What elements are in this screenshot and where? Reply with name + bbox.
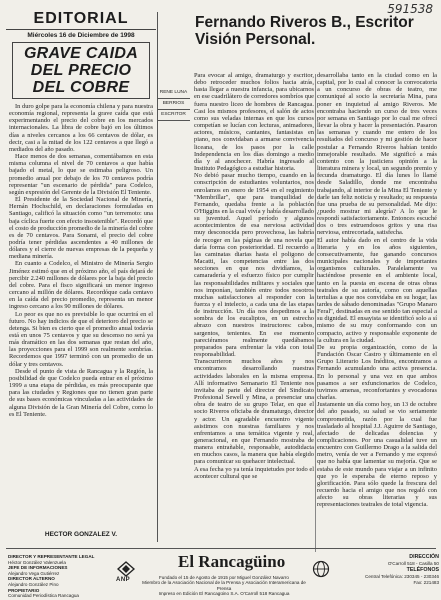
staff-role: JEFE DE INFORMACIONES (8, 565, 68, 571)
editorial-header: EDITORIAL (6, 10, 156, 30)
byline-line: BERRIOS (157, 99, 190, 110)
article-paragraph: El autor había dado en el centro de la vida literaria y en los años siguientes, consecutivamente, fue ganando concursos municipales nacionales y de importantes organismos culturales. Paralelamente va haciéndose presente en el ambiente local, tanto en la puesta en escena de otras obras teatrales de su autoría, como con aquellas tertulias a que nos convidaba en su hogar, las tardes de sábado denominadas "Grupo Manaro Feral", destinadas en ese sentido tan especial a su dignidad. El ensayista se identificó solo a sí mismo de su muy conformando con un compacto, activo y responsable exponente de la cultura en la ciudad. (317, 236, 437, 344)
editorial-body (6, 103, 156, 418)
newspaper-masthead: El Rancagüino (178, 552, 286, 571)
article-paragraph: No debió pasar mucho tiempo, cuando en la conscripción de estudiantes voluntarios, nos enrolamos en enero de 1954 en el regimiento "Membrillar", que para tranquilidad de Fernando, quedaba frente a la población O'Higgins en la cual vivía y había desarrollado su juventud. Aquel período y algunos acontecimientos de esa nerviosa actividad muy desconocida pero provechosa, las habría de recoger en las páginas de una novela que daría forma con posterioridad. El recuerdo a las caminatas diarias hasta el poligono de Macatti, las competencias entre las dos secciones en que nos dividíamos, la camaradería y el esfuerzo físico por cumplir las responsabilidades militares y sociales que nos imponían, también entre todos nosotros muchas satisfacciones al responder con la fuerza y el intelecto, a cada una de las etapas de instrucción. Un día nos despedimos a la sombra de los eucaliptos, en un estrecho abrazo con nuestros instructores: cabos, sargentos, tenientes. En ese momento pareciéramos realmente quedábamos preparados para enfrentar la vida con total responsabilidad. (194, 172, 314, 359)
article-column-2 (317, 72, 437, 560)
byline-line: ESCRITOR (157, 110, 190, 121)
staff-name: Héctor González Valenzuela (8, 559, 66, 565)
imprint-line: Fundado el 15 de Agosto de 1915 por Miguel González Navarro (159, 575, 289, 580)
newspaper-imprint (140, 575, 308, 597)
press-association-logo-text: ANP (116, 577, 131, 583)
editorial-paragraph: El Presidente de la Sociedad Nacional de Minería, Hernán Hochschild, en declaraciones formuladas en Santiago, calificó la situación como "un terremoto: una baja cíclica fuerte con efecto insostenible". Recordó que el costo de producción promedio de la minería del cobre es de 70 centavos. Para Sonami, el precio del cobre podría tener pérdidas ascendentes a 40 millones de dólares y el cierre de nuevas empresas de la pequeña y mediana minería. (9, 196, 153, 261)
article-byline (157, 88, 190, 121)
editorial-paragraph: Hace menos de dos semanas, comentábamos en esta misma columna el nivel de 70 centavos a que había bajado el metal, lo que se estimaba peligroso. Un promedio anual por debajo de los 70 centavos podría representar "un escenario de pérdida" para Codelco, según expresión del Gerente de la División El Teniente. (9, 153, 153, 196)
article-column-1 (194, 72, 314, 560)
editorial-paragraph: Desde el punto de vista de Rancagua y la Región, la posibilidad de que Codelco pueda entrar en el próximo 1999 a una etapa de pérdidas, es más preocupante que para las ciudades y Regiones que no tienen gran parte de sus bases económicas vinculadas a las actividades de alguna División de la Gran Minería del Cobre, como lo es El Teniente. (9, 367, 153, 418)
fax-value: Fax: 221483 (413, 580, 439, 586)
staff-role: DIRECTOR ALTERNO (8, 576, 55, 582)
article-paragraph: desarrollaba tanto en la ciudad como en la capital, por lo cual al conocer la convocatoria a un concurso de obras de teatro, me comuniqué al socio la secretaría Mina, para poner en inquietud al amigo Riveros. Me encontraba haciendo un curso de tres veces por semana en Santiago por lo cual me ofrecí llevar la obra y hacer la presentación. Pasaron las semanas y cuando me entero de los resultados del concurso y mi gestión de hacer postular a Fernando Riveros habían tenido inmejorable resultado. Me significó a más contento con la justiciera opinión a la literatura minera y local, un segundo premio y fecunda dramaturgo. El día lunes lo llamé desde Saladillo, donde me encontraba trabajando, al interior de la Mina El Teniente y darle tan feliz noticia y resultado; su respuesta fue una prueba de su personalidad. Me dijo: ¿puedo mostrar mi alegría? A lo que le respondí satisfactoriamente. Entonces escuché dos o tres estruendosos gritos y una risa nerviosa, entrecortada, satisfecha. (317, 72, 437, 237)
address-value: O'Carroll 518 - Casilla 50 (387, 560, 439, 566)
press-association-icon (117, 561, 135, 577)
article-paragraph: A esa fecha yo ya tenía inquietudes por todo el acontecer cultural que se (194, 465, 314, 480)
column-divider (315, 74, 316, 552)
contact-box (327, 554, 439, 587)
article-title: Fernando Riveros B., Escritor Visión Personal. (195, 14, 414, 48)
editorial-paragraph: Lo peor es que no es previsible lo que ocurrirá en el futuro. No hay indicios de que el deterioro del precio se detenga. Si bien es cierto que el promedio anual todavía está en unos 75 centavos y que su descenso no será ya más dramático en las dos semanas que restan del año, las proyecciones para el 1999 son realmente sombrías. Recordemos que 1997 terminó con un promedio de un dólar y tres centavos. (9, 310, 153, 368)
editorial-signature: HECTOR GONZALEZ V. (44, 531, 118, 538)
staff-box (8, 554, 118, 599)
staff-name: Alejandro Vega Gutiérrez (8, 570, 60, 576)
editorial-date: Miércoles 16 de Diciembre de 1998 (27, 32, 135, 39)
editorial-paragraph: En cuanto a Codelco, el Ministro de Minería Sergio Jiménez estimó que en el próximo año, el país dejará de percibir 2.240 millones de dólares por la baja del precio del cobre. Para el fisco significará un menor ingreso cercano al millón de dólares. Recordóque cada centavo en la caída del precio promedio, representa un menor ingreso cercano a los 90 millones de dólares. (9, 260, 153, 311)
editorial-title: GRAVE CAIDA DEL PRECIO DEL COBRE (12, 42, 150, 99)
article-paragraph: Justamente un día como hoy, un 13 de octubre del año pasado, su salud se vio seriamente comprometida, razón por la cual fue trasladado al hospital J.J. Aguirre de Santiago, afectado de delicadas dolencias y complicaciones. Por una casualidad tuve un encuentro con Guillermo Drago a la salida del metro, venía de ver a Fernando y me expresó que no había que lamentar su mejoría. Que se estaba de este mundo para viajar a un infinito que yo le esperaba de eterno reposo y glorificación. Para sólo quede la frescura del recuerdo hacia el amigo que nos regaló con afecto su obras literarias y sus representaciones teatrales de total vigencia. (317, 401, 437, 509)
staff-name: Comunidad Periodística Rancagua (8, 593, 79, 599)
staff-name: Alejandro González Pino (8, 581, 59, 587)
article-paragraph: Para evocar al amigo, dramaturgo y escritor, debo retroceder muchos folios hacia atrás, hasta llegar a nuestra infancia, para ubicarnos en ese cuadrilátero de corredores sombríos que fuera nuestro liceo de hombres de Rancagua. Casi los mismos profesores, el salón de actos como sus veladas internas en que los cursos competían se lucían con lecturas, animadores, actores, músicos, cantantes, fantasistas en piano, nos convidaban a armarse convivencia liceana, de los pasos por la calle Independencia en los días domingo a medio día y al anochecer. Habría ingresado al Instituto Pedagógico a estudiar historia. (194, 72, 314, 173)
article-paragraph: Transcurrieron muchos años y nos encontramos desarrollando nuestras actividades laborales en la misma empresa. Allí informativo Semanario El Teniente nos invitaba de parte del director del Sindicato Profesional Sewell y Mina, a presenciar una obra de teatro de su grupo Telar, en que el socio Riveros oficiaba de dramaturgo, director y actor. Un agradable encuentro vigente asistimos con nuestras familiares y nos enfrentamos a una temática vigente y real, generacional, en que Fernando mostraba de manera entrañable, responsable, autodidacta en muchos casos, la manera que había elegido para comunicar su quehacer intelectual. (194, 358, 314, 466)
phone-value: Central Telefónica: 230345 - 230346 (365, 573, 439, 579)
staff-role: DIRECTOR Y REPRESENTANTE LEGAL (8, 554, 95, 559)
archive-clip-code: 591538 (387, 2, 433, 16)
address-label: DIRECCIÓN (409, 554, 439, 560)
article-paragraph: De su propia organización, como de la Fundación Oscar Castro y últimamente en el Grupo Literario Los Inéditos, encontramos a Fernando acumulando una activa presencia. En lo personal y una vez en que ambos pasamos a ser exfuncionarios de Codelco, tuvimos amenas, reconfortantes y evocadoras charlas. (317, 343, 437, 402)
phones-label: TELÉFONOS (406, 567, 439, 574)
imprint-line: Miembro de la Asociación Nacional de la Prensa y Asociación Interamericana de Prensa (142, 580, 306, 591)
editorial-paragraph: In duro golpe para la economía chilena y para nuestra economía regional, representa la grave caída que está experimentando el precio del cobre en los mercados internacionales. La libra de cobre bajó en los últimos días a niveles cercanos a los 66 centavos de dólar, es decir, casi a la mitad de los 122 centavos a que llegó a mediados del año pasado. (9, 103, 153, 153)
byline-line: RENE LUNA (157, 88, 190, 99)
editorial-column (6, 10, 156, 540)
staff-role: PROPIETARIO (8, 587, 40, 593)
imprint-line: Impreso en Edición El Rancagüino S.A. O'Carroll 518 Rancagua (158, 591, 290, 597)
